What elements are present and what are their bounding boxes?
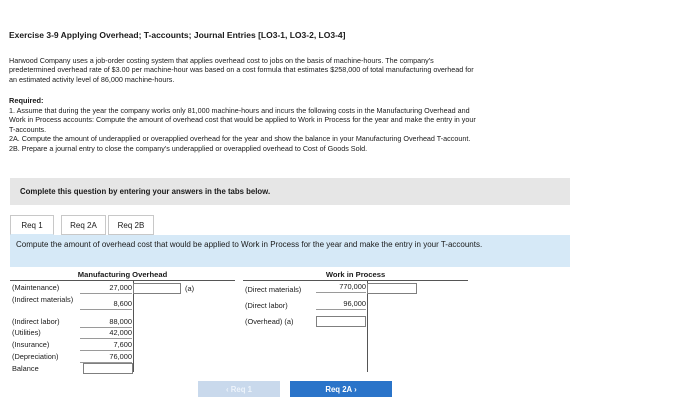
mfg-debit-label: (Maintenance) — [12, 283, 60, 292]
mfg-balance-input[interactable] — [83, 363, 133, 374]
mfg-debit-value: 7,600 — [80, 340, 132, 351]
t-account-top-rule — [243, 280, 468, 281]
required-item-2b: 2B. Prepare a journal entry to close the company's underapplied or overapplied overhead to Cost of Goods Sold. — [9, 143, 368, 153]
t-account-top-rule — [10, 280, 235, 281]
mfg-debit-label: (Indirect materials) — [12, 295, 74, 304]
required-item-2a: 2A. Compute the amount of underapplied or overapplied overhead for the year and show the balance in your Manufacturing Overhead T-account. — [9, 134, 471, 144]
exercise-intro: Harwood Company uses a job-order costing system that applies overhead cost to jobs on the basis of machine-hours. The company's predetermined overhead rate of $3.00 per machine-hour was based on a cost formula that estimates $258,000 of total manufacturing overhead for an estimated activity level of 86,000 machine-hours. — [9, 56, 474, 84]
wip-debit-label: (Direct materials) — [245, 285, 302, 294]
next-req-label: Req 2A — [325, 385, 352, 394]
chevron-left-icon: ‹ — [225, 385, 229, 394]
mfg-debit-value: 27,000 — [80, 283, 132, 294]
mfg-overhead-title: Manufacturing Overhead — [77, 270, 168, 279]
exercise-title: Exercise 3-9 Applying Overhead; T-accounts; Journal Entries [LO3-1, LO3-2, LO3-4] — [9, 30, 346, 40]
requirement-instruction: Compute the amount of overhead cost that would be applied to Work in Process for the year and make the entry in your T-accounts. — [10, 235, 570, 267]
mfg-debit-label: (Indirect labor) — [12, 317, 60, 326]
required-item-1: 1. Assume that during the year the company works only 81,000 machine-hours and incurs the following costs in the Manufacturing Overhead and Work in Process accounts: Compute the amount of overhead cost that would be applied to Work in Process for the year and make the entry in your T-accounts. — [9, 106, 476, 134]
mfg-debit-value: 42,000 — [80, 328, 132, 339]
wip-debit-value: 96,000 — [316, 299, 366, 310]
tab-req-1[interactable]: Req 1 — [10, 215, 54, 235]
prev-req-label: Req 1 — [230, 385, 252, 394]
mfg-debit-label: (Insurance) — [12, 340, 50, 349]
wip-title: Work in Process — [325, 270, 386, 279]
tab-req-2a[interactable]: Req 2A — [61, 215, 106, 235]
instructions-banner: Complete this question by entering your answers in the tabs below. — [10, 178, 570, 205]
mfg-balance-label: Balance — [12, 364, 39, 373]
wip-debit-value: 770,000 — [316, 282, 366, 293]
mfg-credit-applied-input[interactable] — [133, 283, 181, 294]
mfg-debit-value: 88,000 — [80, 317, 132, 328]
wip-overhead-applied-input[interactable] — [316, 316, 366, 327]
mfg-debit-value: 76,000 — [80, 352, 132, 363]
tab-req-2b[interactable]: Req 2B — [108, 215, 154, 235]
wip-debit-label: (Direct labor) — [245, 301, 288, 310]
next-req-button[interactable] — [290, 381, 392, 397]
required-heading: Required: — [9, 96, 44, 105]
wip-credit-input[interactable] — [367, 283, 417, 294]
chevron-right-icon: › — [354, 385, 357, 394]
prev-req-button[interactable] — [198, 381, 280, 397]
required-list — [9, 106, 479, 153]
mfg-credit-label: (a) — [185, 284, 195, 293]
mfg-debit-value: 8,600 — [80, 299, 132, 310]
wip-debit-label: (Overhead) (a) — [245, 317, 294, 326]
mfg-debit-label: (Depreciation) — [12, 352, 59, 361]
mfg-debit-label: (Utilities) — [12, 328, 41, 337]
